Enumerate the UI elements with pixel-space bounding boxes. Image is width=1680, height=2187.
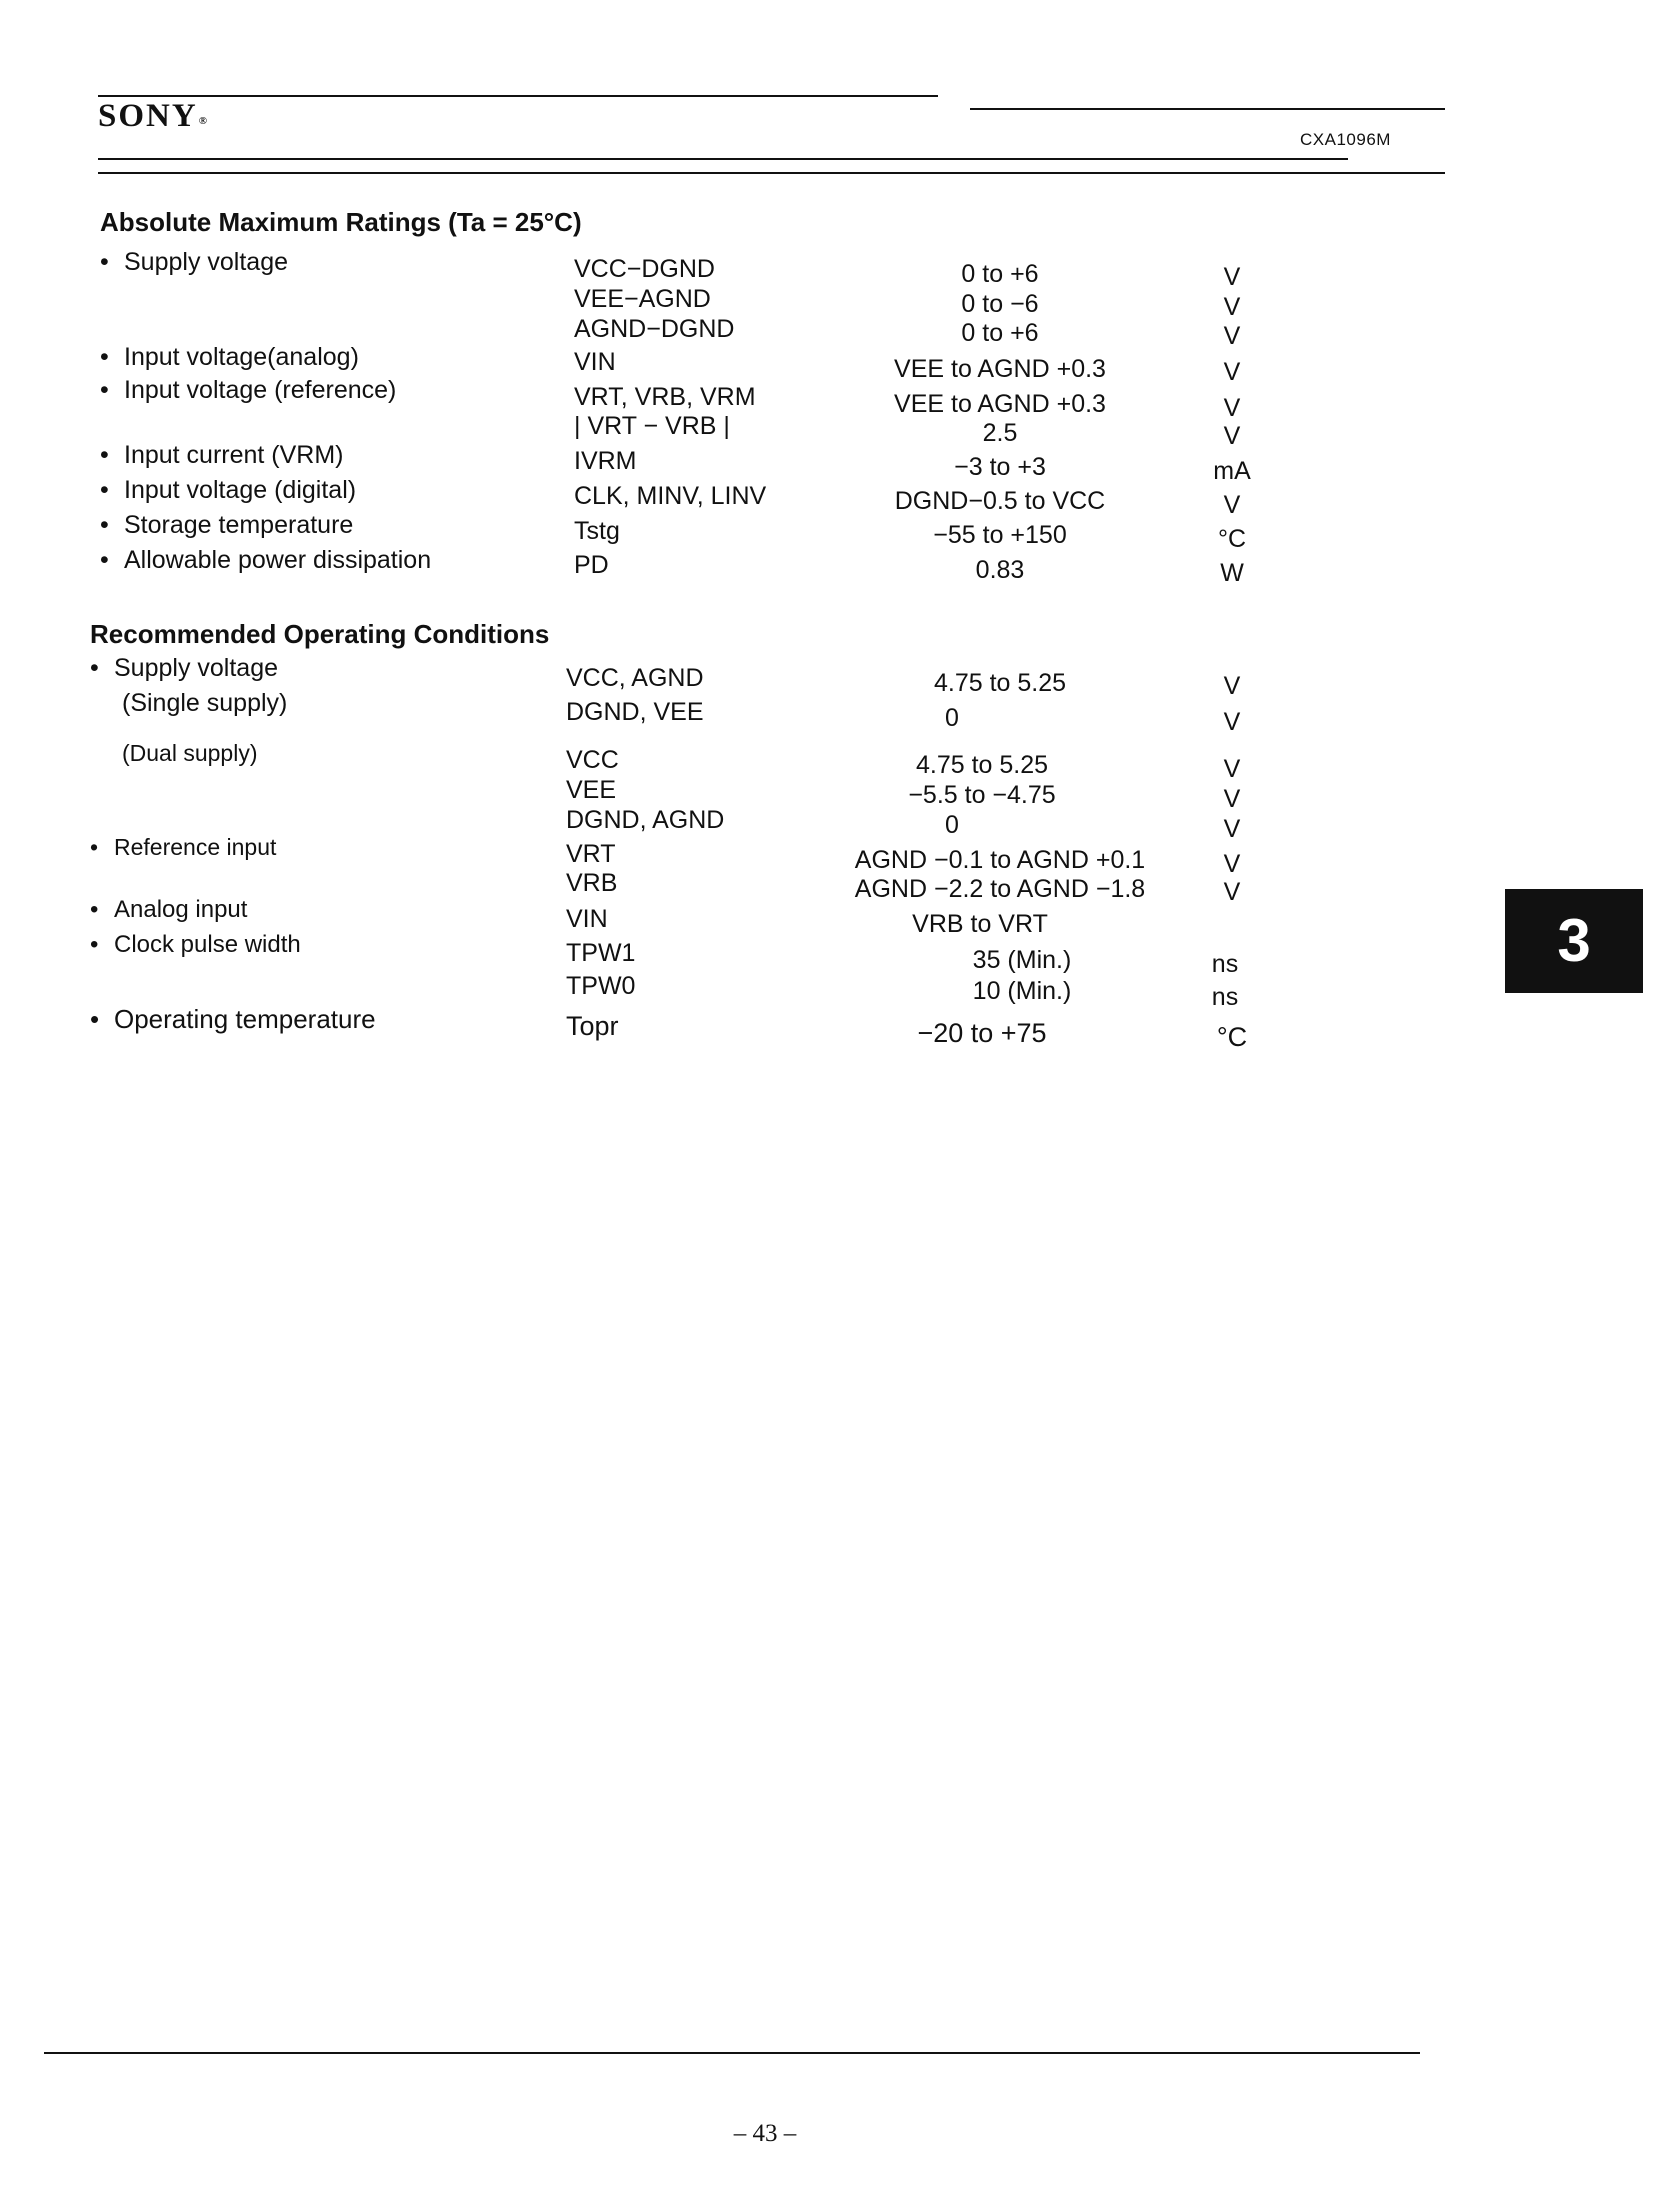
abs-max-row-symbol: PD xyxy=(574,551,609,579)
rec-op-row-value: 35 (Min.) xyxy=(972,946,1072,974)
abs-max-row-symbol: Tstg xyxy=(574,517,620,545)
abs-max-row-value: VEE to AGND +0.3 xyxy=(894,355,1106,383)
abs-max-row-label: • Input voltage (digital) xyxy=(100,476,357,504)
rec-op-row-label: • Reference input xyxy=(90,834,277,860)
rec-op-row-symbol: TPW0 xyxy=(566,972,636,1000)
abs-max-row-value: −55 to +150 xyxy=(933,521,1067,549)
section-tab-marker: 3 xyxy=(1505,889,1643,993)
rec-op-row-unit: V xyxy=(1223,755,1241,783)
abs-max-row-unit: V xyxy=(1223,358,1241,386)
rec-op-row-unit: V xyxy=(1223,785,1241,813)
part-number: CXA1096M xyxy=(1300,130,1391,149)
rec-op-row-unit: V xyxy=(1223,815,1241,843)
rec-op-row-symbol: VRT xyxy=(566,840,616,868)
rec-op-row-unit: °C xyxy=(1216,1022,1248,1052)
abs-max-row-unit: V xyxy=(1223,263,1241,291)
header-rule-top-right xyxy=(970,108,1445,110)
rec-op-row-unit: ns xyxy=(1211,983,1239,1011)
abs-max-row-symbol: AGND−DGND xyxy=(574,315,735,343)
rec-op-row-value: 0 xyxy=(945,811,959,839)
rec-op-row-symbol: DGND, VEE xyxy=(566,698,704,726)
rec-op-row-label: • Supply voltage xyxy=(90,654,279,682)
rec-op-row-value: 10 (Min.) xyxy=(972,977,1072,1005)
header-rule-bottom xyxy=(98,172,1445,174)
rec-op-row-symbol: Topr xyxy=(566,1011,619,1041)
rec-op-row-unit: ns xyxy=(1211,950,1239,978)
abs-max-row-value: 0 to −6 xyxy=(961,290,1039,318)
abs-max-row-unit: V xyxy=(1223,322,1241,350)
abs-max-row-symbol: VRT, VRB, VRM xyxy=(574,383,756,411)
rec-op-row-symbol: VRB xyxy=(566,869,618,897)
rec-op-row-unit: V xyxy=(1223,878,1241,906)
abs-max-row-unit: V xyxy=(1223,394,1241,422)
abs-max-row-label: • Input voltage (reference) xyxy=(100,376,397,404)
rec-op-row-label: • Analog input xyxy=(90,896,248,923)
abs-max-row-symbol: VCC−DGND xyxy=(574,255,715,283)
rec-op-row-unit: V xyxy=(1223,672,1241,700)
abs-max-row-symbol: VIN xyxy=(574,348,616,376)
abs-max-title: Absolute Maximum Ratings (Ta = 25°C) xyxy=(100,207,582,237)
rec-op-row-symbol: VEE xyxy=(566,776,617,804)
abs-max-row-label: • Supply voltage xyxy=(100,248,289,276)
abs-max-row-symbol: | VRT − VRB | xyxy=(574,412,730,440)
abs-max-row-unit: V xyxy=(1223,422,1241,450)
abs-max-row-unit: W xyxy=(1220,559,1244,587)
abs-max-row-unit: °C xyxy=(1217,525,1247,553)
brand-logo xyxy=(98,100,207,133)
rec-op-row-label: • Clock pulse width xyxy=(90,931,301,958)
rec-op-row-symbol: VIN xyxy=(566,905,608,933)
abs-max-row-value: 2.5 xyxy=(982,419,1018,447)
header-rule-mid xyxy=(98,158,1348,160)
abs-max-row-symbol: CLK, MINV, LINV xyxy=(574,482,767,510)
abs-max-row-unit: V xyxy=(1223,293,1241,321)
rec-op-row-symbol: VCC, AGND xyxy=(566,664,704,692)
abs-max-row-unit: V xyxy=(1223,491,1241,519)
abs-max-row-label: • Input voltage(analog) xyxy=(100,343,359,371)
rec-op-row-value: AGND −2.2 to AGND −1.8 xyxy=(854,875,1146,903)
registered-mark: ® xyxy=(198,115,207,127)
abs-max-row-value: DGND−0.5 to VCC xyxy=(894,487,1106,515)
abs-max-row-symbol: VEE−AGND xyxy=(574,285,711,313)
rec-op-row-value: 4.75 to 5.25 xyxy=(933,669,1067,697)
brand-name: SONY xyxy=(98,98,198,134)
abs-max-row-label: • Allowable power dissipation xyxy=(100,546,432,574)
rec-op-row-symbol: DGND, AGND xyxy=(566,806,725,834)
abs-max-row-value: VEE to AGND +0.3 xyxy=(894,390,1106,418)
rec-op-row-label: (Dual supply) xyxy=(122,740,258,766)
rec-op-row-value: AGND −0.1 to AGND +0.1 xyxy=(854,846,1146,874)
abs-max-row-value: 0.83 xyxy=(975,556,1025,584)
rec-op-row-unit: V xyxy=(1223,708,1241,736)
abs-max-row-label: • Input current (VRM) xyxy=(100,441,344,469)
header-rule-top-left xyxy=(98,95,938,97)
rec-op-title: Recommended Operating Conditions xyxy=(90,619,550,649)
abs-max-row-unit: mA xyxy=(1213,457,1251,485)
rec-op-row-value: 0 xyxy=(945,704,959,732)
rec-op-row-unit: V xyxy=(1223,850,1241,878)
page-number: – 43 – xyxy=(733,2120,797,2147)
rec-op-row-value: −5.5 to −4.75 xyxy=(908,781,1056,809)
abs-max-row-value: −3 to +3 xyxy=(954,453,1046,481)
rec-op-row-symbol: VCC xyxy=(566,746,619,774)
abs-max-row-label: • Storage temperature xyxy=(100,511,354,539)
rec-op-row-value: −20 to +75 xyxy=(917,1018,1047,1048)
rec-op-row-label: (Single supply) xyxy=(122,689,288,717)
rec-op-row-symbol: TPW1 xyxy=(566,939,636,967)
abs-max-row-symbol: IVRM xyxy=(574,447,637,475)
abs-max-row-value: 0 to +6 xyxy=(961,260,1039,288)
rec-op-row-value: VRB to VRT xyxy=(912,910,1048,938)
rec-op-row-value: 4.75 to 5.25 xyxy=(915,751,1049,779)
abs-max-row-value: 0 to +6 xyxy=(961,319,1039,347)
footer-rule xyxy=(44,2052,1420,2054)
rec-op-row-label: • Operating temperature xyxy=(90,1004,376,1034)
